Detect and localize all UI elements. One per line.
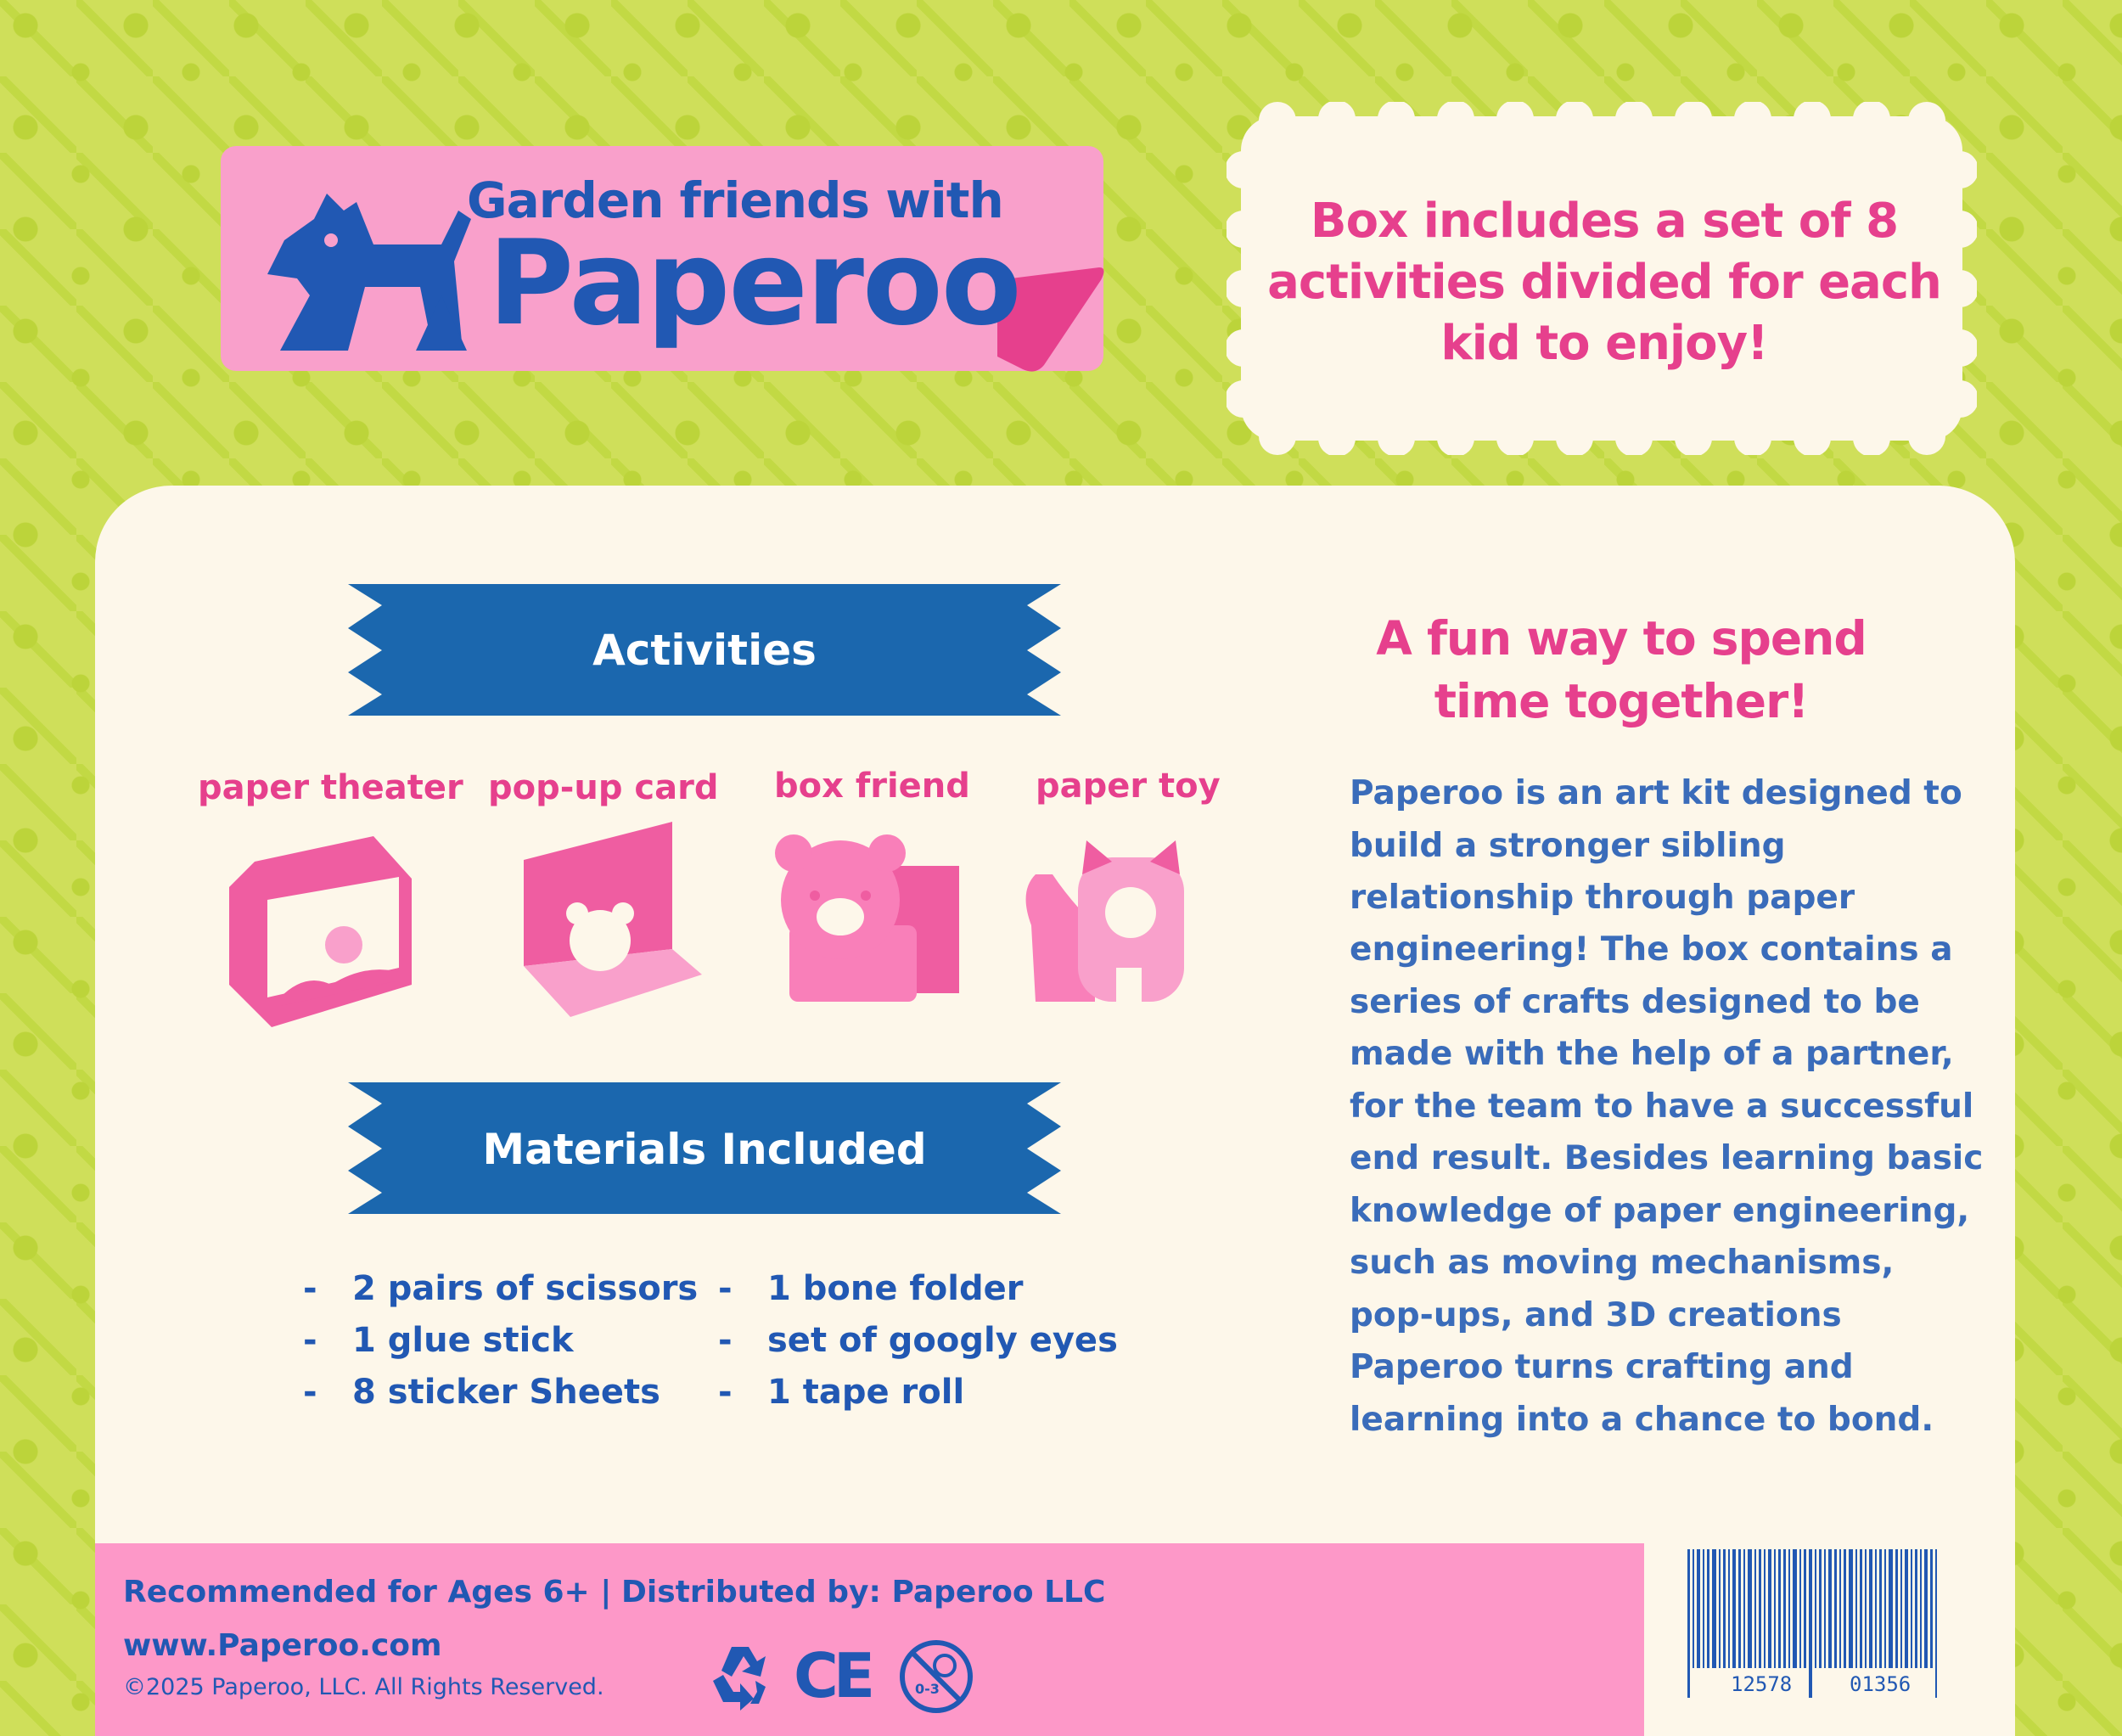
age-warning-icon [898,1638,974,1715]
about-line: series of crafts designed to be [1350,983,1920,1021]
material-item: - 1 bone folder [718,1269,1024,1308]
banner-subtitle: Garden friends with [467,171,1003,229]
about-line: learning into a chance to bond. [1350,1401,1934,1439]
barcode-bar [1783,1549,1786,1668]
material-item: - 2 pairs of scissors [303,1269,699,1308]
barcode-bar [1778,1549,1781,1668]
barcode-number-left: 12578 [1727,1672,1795,1696]
website-link[interactable]: www.Paperoo.com [123,1628,442,1663]
barcode-bar [1723,1549,1726,1668]
barcode-bar [1799,1549,1801,1668]
barcode-bar [1935,1549,1937,1698]
barcode-bar [1738,1549,1741,1668]
barcode-bar [1732,1549,1736,1668]
barcode-bar [1849,1549,1853,1668]
barcode-bar [1828,1549,1832,1668]
age-recommendation: Recommended for Ages 6+ | [123,1575,612,1610]
barcode-bar [1712,1549,1716,1668]
material-item: - 8 sticker Sheets [303,1373,660,1412]
barcode-bar [1834,1549,1837,1668]
barcode-bar [1719,1549,1721,1668]
barcode-bar [1768,1549,1771,1668]
barcode-bar [1915,1549,1917,1668]
barcode-bar [1687,1549,1690,1698]
pop-up-card-icon [519,822,702,1017]
barcode-bar [1754,1549,1756,1668]
barcode-bar [1920,1549,1922,1668]
material-item: - 1 glue stick [303,1321,574,1360]
barcode-bar [1728,1549,1730,1668]
materials-heading: Materials Included [482,1125,927,1174]
barcode-bar [1774,1549,1776,1668]
copyright-text: ©2025 Paperoo, LLC. All Rights Reserved. [123,1674,604,1700]
recycle-icon [706,1643,774,1711]
barcode-bar [1743,1549,1745,1668]
barcode-bar [1855,1549,1857,1668]
ce-mark-icon: CE [794,1640,871,1711]
barcode-bar [1759,1549,1761,1668]
about-line: knowledge of paper engineering, [1350,1192,1970,1230]
barcode-bar [1879,1549,1882,1668]
paper-toy-icon [1019,840,1188,1002]
about-line: Paperoo turns crafting and [1350,1348,1854,1386]
barcode-bar [1884,1549,1886,1668]
box-friend-icon [772,832,968,1010]
activity-label-paper-theater: paper theater [198,768,463,807]
barcode-number-right: 01356 [1846,1672,1914,1696]
barcode-bar [1875,1549,1877,1668]
barcode-bar [1707,1549,1709,1668]
barcode-bar [1804,1549,1806,1668]
about-line: made with the help of a partner, [1350,1035,1954,1073]
activities-heading: Activities [592,626,817,675]
about-line: pop-ups, and 3D creations [1350,1296,1842,1334]
barcode-bar [1819,1549,1822,1668]
barcode-bar [1788,1549,1790,1668]
distributor-text: Distributed by: Paperoo LLC [621,1575,1106,1610]
svg-text:0-3: 0-3 [915,1681,940,1697]
barcode-bar [1930,1549,1933,1668]
about-line: such as moving mechanisms, [1350,1244,1895,1282]
about-title: A fun way to spend time together! [1376,611,1867,728]
barcode-bar [1839,1549,1841,1668]
material-item: - set of googly eyes [718,1321,1118,1360]
about-line: end result. Besides learning basic [1350,1139,1984,1177]
barcode-bar [1844,1549,1846,1668]
barcode-bar [1911,1549,1912,1668]
barcode-bar [1697,1549,1700,1668]
barcode-bar [1905,1549,1908,1668]
barcode-bar [1924,1549,1928,1668]
activity-label-pop-up-card: pop-up card [488,768,719,807]
banner-title: Paperoo [488,215,1020,351]
barcode-bar [1900,1549,1902,1668]
about-line: Paperoo is an art kit designed to [1350,774,1962,812]
barcode-bar [1824,1549,1826,1668]
barcode-bar [1860,1549,1862,1668]
promo-text: Box includes a set of 8 activities divided for each kid to enjoy! [1267,194,1941,371]
about-line: build a stronger sibling [1350,827,1786,865]
activity-label-paper-toy: paper toy [1036,767,1221,806]
barcode-bar [1764,1549,1766,1668]
activity-label-box-friend: box friend [774,767,970,806]
barcode-bar [1703,1549,1704,1668]
material-item: - 1 tape roll [718,1373,965,1412]
barcode-bar [1869,1549,1872,1668]
barcode-bar [1815,1549,1816,1668]
barcode-bar [1793,1549,1797,1668]
barcode-bar [1895,1549,1898,1668]
barcode-bar [1809,1549,1812,1698]
paperoo-dog-logo-icon [263,194,475,355]
about-line: for the team to have a successful [1350,1087,1974,1126]
barcode [1682,1549,1962,1698]
barcode-bar [1865,1549,1867,1668]
barcode-bar [1693,1549,1694,1668]
about-line: engineering! The box contains a [1350,930,1953,969]
about-line: relationship through paper [1350,879,1855,917]
paper-theater-icon [229,836,416,1027]
barcode-bar [1748,1549,1752,1668]
barcode-bar [1889,1549,1893,1668]
